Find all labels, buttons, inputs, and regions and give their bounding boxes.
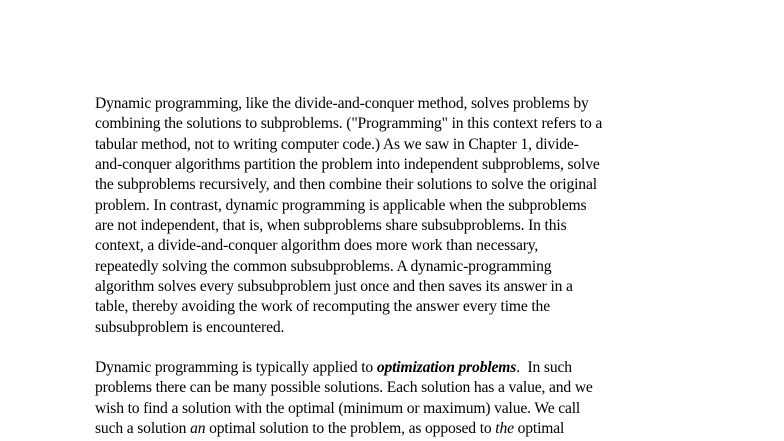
text-line: subsubproblem is encountered. — [95, 318, 285, 336]
text-segment: optimal — [513, 419, 565, 437]
text-line: table, thereby avoiding the work of recomputing the answer every time the — [95, 298, 550, 316]
text-line: the subproblems recursively, and then combine their solutions to solve the original — [95, 176, 597, 194]
paragraph-optimization-problems — [95, 358, 715, 439]
emphasized-term: optimization problems — [376, 359, 517, 376]
text-line: context, a divide-and-conquer algorithm does more work than necessary, — [95, 237, 539, 255]
text-line: combining the solutions to subproblems. ("Programming" in this context refers to a — [95, 115, 603, 133]
text-line: problems there can be many possible solutions. Each solution has a value, and we — [95, 379, 593, 397]
text-segment: such a solution — [95, 419, 191, 437]
text-line: wish to find a solution with the optimal (minimum or maximum) value. We call — [95, 399, 581, 417]
italic-word: an — [190, 419, 206, 437]
text-line: tabular method, not to writing computer code.) As we saw in Chapter 1, divide- — [95, 135, 579, 153]
text-line: are not independent, that is, when subproblems share subsubproblems. In this — [95, 216, 567, 234]
text-segment: Dynamic programming is typically applied to — [95, 359, 377, 376]
paragraph-dynamic-programming-intro — [95, 94, 715, 338]
text-line — [95, 419, 715, 439]
text-line: repeatedly solving the common subsubproblems. A dynamic-programming — [95, 257, 552, 275]
text-segment: . In such — [516, 359, 572, 376]
text-line: and-conquer algorithms partition the problem into independent subproblems, solve — [95, 155, 600, 173]
text-line: problem. In contrast, dynamic programming is applicable when the subproblems — [95, 196, 587, 214]
text-line: Dynamic programming, like the divide-and-conquer method, solves problems by — [95, 95, 589, 112]
text-segment: optimal solution to the problem, as opposed to — [205, 419, 496, 437]
italic-word: the — [495, 419, 514, 437]
text-line: algorithm solves every subsubproblem just once and then saves its answer in a — [95, 277, 573, 295]
text-line — [95, 358, 715, 378]
